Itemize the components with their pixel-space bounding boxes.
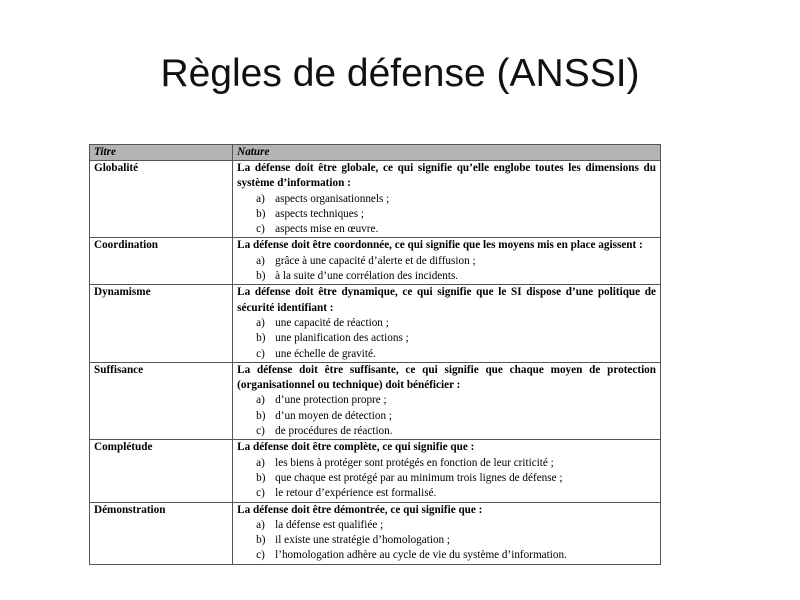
list-item-text: aspects techniques ; xyxy=(275,207,364,220)
list-item-marker: b) xyxy=(256,207,266,220)
list-item xyxy=(256,316,656,331)
rule-nature xyxy=(233,285,661,362)
list-item-text: une échelle de gravité. xyxy=(275,347,376,360)
list-item-marker: b) xyxy=(256,270,266,283)
list-item-text: aspects mise en œuvre. xyxy=(275,223,379,236)
rule-items-list xyxy=(237,192,656,238)
list-item-marker: a) xyxy=(256,254,265,267)
list-item xyxy=(256,486,656,501)
rule-title: Globalité xyxy=(90,161,233,238)
table-row xyxy=(90,238,661,285)
list-item-text: la défense est qualifiée ; xyxy=(275,518,384,531)
list-item-text: il existe une stratégie d’homologation ; xyxy=(275,534,451,547)
list-item xyxy=(256,424,656,439)
list-item-marker: a) xyxy=(256,394,265,407)
list-item-marker: c) xyxy=(256,223,265,236)
rule-title: Complétude xyxy=(90,440,233,502)
list-item-text: une capacité de réaction ; xyxy=(275,316,389,329)
list-item-marker: c) xyxy=(256,347,265,360)
list-item-text: l’homologation adhère au cycle de vie du système d’information. xyxy=(275,549,567,562)
rule-title: Dynamisme xyxy=(90,285,233,362)
rule-statement: La défense doit être coordonnée, ce qui signifie que les moyens mis en place agissent : xyxy=(237,239,643,252)
list-item xyxy=(256,331,656,346)
rule-nature xyxy=(233,238,661,285)
defense-rules-table xyxy=(89,144,661,565)
list-item xyxy=(256,192,656,207)
list-item xyxy=(256,393,656,408)
list-item xyxy=(256,533,656,548)
list-item xyxy=(256,347,656,362)
list-item-text: d’un moyen de détection ; xyxy=(275,409,392,422)
list-item-marker: b) xyxy=(256,471,266,484)
list-item-marker: a) xyxy=(256,316,265,329)
rule-statement: La défense doit être globale, ce qui signifie qu’elle englobe toutes les dimensions du système d’information : xyxy=(237,162,656,190)
rule-statement: La défense doit être suffisante, ce qui signifie que chaque moyen de protection (organisationnel ou technique) doit bénéficier : xyxy=(237,363,656,392)
rule-items-list xyxy=(237,254,656,285)
rule-items-list xyxy=(237,316,656,362)
table-row xyxy=(90,161,661,238)
slide-title: Règles de défense (ANSSI) xyxy=(160,52,640,95)
list-item xyxy=(256,518,656,533)
list-item-marker: c) xyxy=(256,549,265,562)
rule-nature xyxy=(233,362,661,439)
list-item-marker: c) xyxy=(256,487,265,500)
list-item-text: les biens à protéger sont protégés en fonction de leur criticité ; xyxy=(275,456,554,469)
rule-statement: La défense doit être complète, ce qui signifie que : xyxy=(237,441,475,454)
rule-title: Coordination xyxy=(90,238,233,285)
table-row xyxy=(90,440,661,502)
header-nature: Nature xyxy=(233,145,661,161)
list-item xyxy=(256,222,656,237)
rule-nature xyxy=(233,440,661,502)
list-item-text: grâce à une capacité d’alerte et de diffusion ; xyxy=(275,254,476,267)
list-item-marker: a) xyxy=(256,456,265,469)
list-item xyxy=(256,471,656,486)
list-item-text: le retour d’expérience est formalisé. xyxy=(275,487,437,500)
table-row xyxy=(90,285,661,362)
list-item-text: aspects organisationnels ; xyxy=(275,192,390,205)
list-item xyxy=(256,269,656,284)
rule-statement: La défense doit être démontrée, ce qui signifie que : xyxy=(237,503,483,516)
list-item xyxy=(256,207,656,222)
table-row xyxy=(90,362,661,439)
rule-title: Démonstration xyxy=(90,502,233,564)
list-item-text: à la suite d’une corrélation des incidents. xyxy=(275,270,459,283)
list-item-marker: a) xyxy=(256,518,265,531)
table-header-row xyxy=(90,145,661,161)
list-item-marker: b) xyxy=(256,332,266,345)
list-item xyxy=(256,456,656,471)
list-item xyxy=(256,254,656,269)
list-item-text: d’une protection propre ; xyxy=(275,394,387,407)
list-item-marker: a) xyxy=(256,192,265,205)
table-row xyxy=(90,502,661,564)
rule-statement: La défense doit être dynamique, ce qui signifie que le SI dispose d’une politique de sécurité identifiant : xyxy=(237,286,656,314)
list-item-marker: b) xyxy=(256,409,266,422)
table-body xyxy=(90,161,661,565)
rule-title: Suffisance xyxy=(90,362,233,439)
list-item-text: que chaque est protégé par au minimum trois lignes de défense ; xyxy=(275,471,563,484)
rule-items-list xyxy=(237,456,656,502)
rule-nature xyxy=(233,502,661,564)
list-item-text: une planification des actions ; xyxy=(275,332,409,345)
list-item xyxy=(256,548,656,563)
rule-nature xyxy=(233,161,661,238)
header-title: Titre xyxy=(90,145,233,161)
list-item xyxy=(256,409,656,424)
rule-items-list xyxy=(237,518,656,564)
rule-items-list xyxy=(237,393,656,439)
list-item-marker: b) xyxy=(256,534,266,547)
list-item-text: de procédures de réaction. xyxy=(275,425,393,438)
list-item-marker: c) xyxy=(256,425,265,438)
